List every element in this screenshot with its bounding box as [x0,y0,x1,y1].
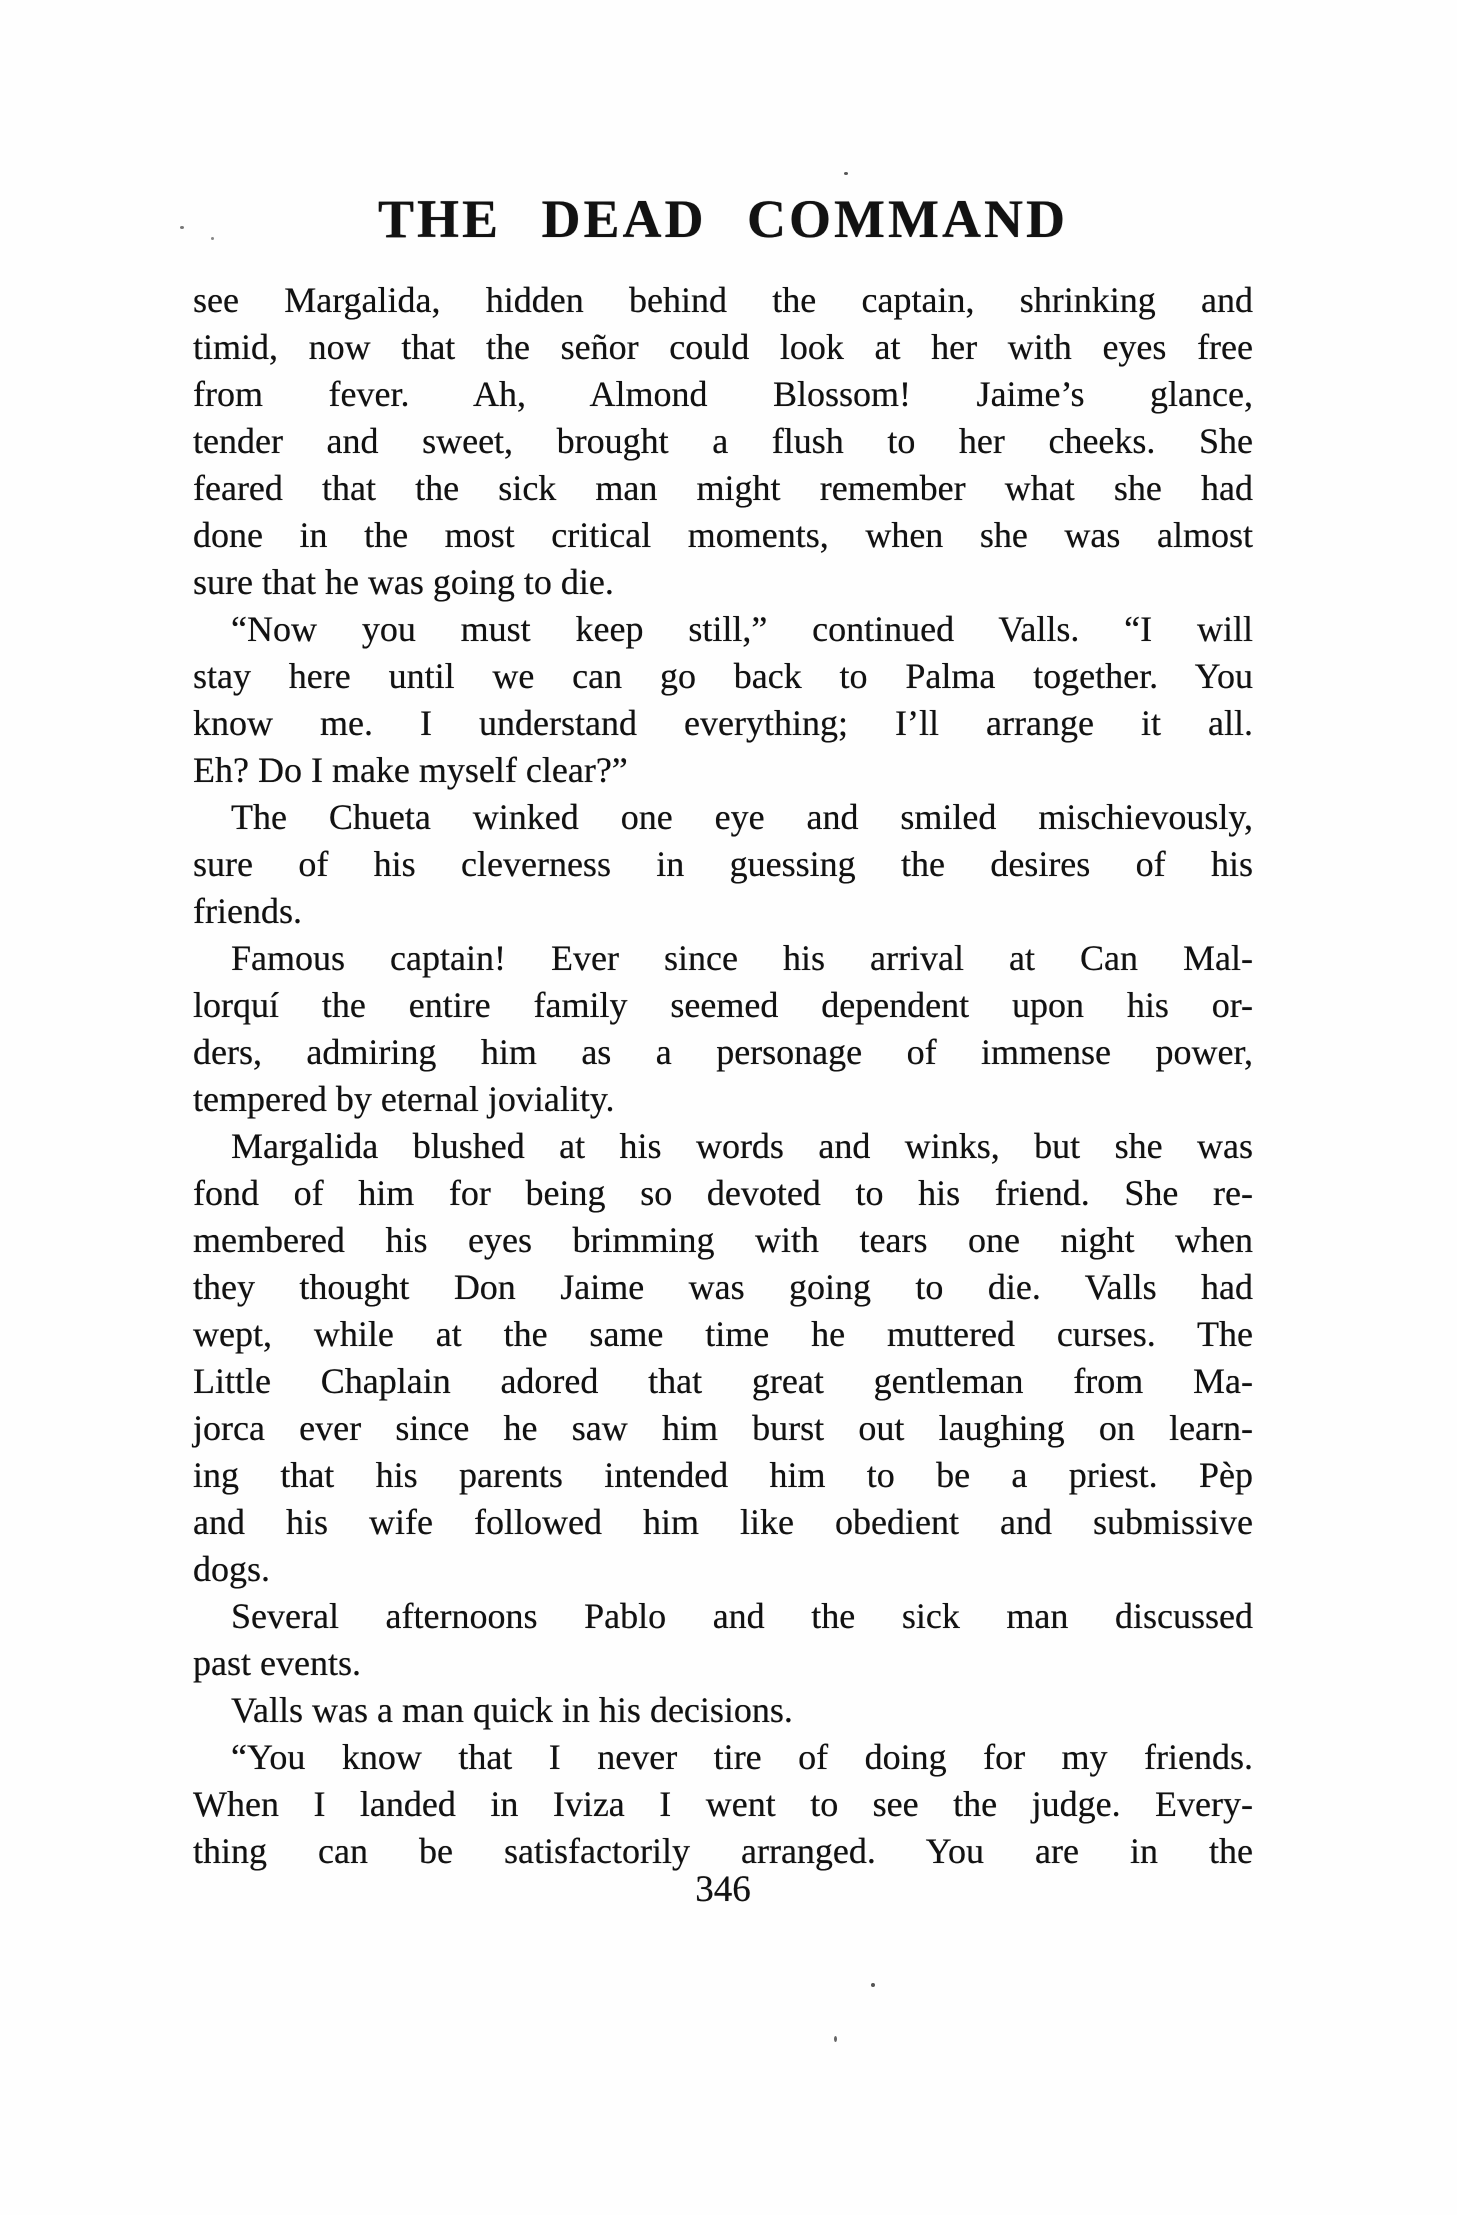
scan-speck [211,237,214,240]
scan-speck [834,2036,837,2042]
text-line: “Now you must keep still,” continued Valls. “I will [231,609,1253,649]
page-heading: THE DEAD COMMAND [378,189,1068,249]
text-line: Margalida blushed at his words and winks, but she was [231,1126,1253,1166]
text-line: stay here until we can go back to Palma together. You [193,656,1253,696]
text-line: tender and sweet, brought a flush to her cheeks. She [193,421,1253,461]
text-line: know me. I understand everything; I’ll arrange it all. [193,703,1253,743]
paragraph [193,277,1253,606]
scan-speck [844,172,848,175]
text-line: feared that the sick man might remember what she had [193,468,1253,508]
paragraph [193,794,1253,935]
paragraph [193,1734,1253,1875]
text-line: tempered by eternal joviality. [193,1079,615,1119]
text-line: Valls was a man quick in his decisions. [231,1690,793,1730]
text-line: friends. [193,891,302,931]
paragraph [193,606,1253,794]
scan-speck [180,226,184,229]
text-line: membered his eyes brimming with tears one night when [193,1220,1253,1260]
text-line: Eh? Do I make myself clear?” [193,750,628,790]
paragraph [193,935,1253,1123]
text-line: and his wife followed him like obedient and submissive [193,1502,1253,1542]
page-number: 346 [695,1869,751,1910]
scan-speck [871,1983,875,1987]
text-line: The Chueta winked one eye and smiled mischievously, [231,797,1253,837]
body-text [193,277,1253,1875]
text-line: Famous captain! Ever since his arrival at Can Mal- [231,938,1253,978]
text-line: “You know that I never tire of doing for my friends. [231,1737,1253,1777]
text-line: from fever. Ah, Almond Blossom! Jaime’s glance, [193,374,1253,414]
text-line: timid, now that the señor could look at her with eyes free [193,327,1253,367]
text-line: sure that he was going to die. [193,562,614,602]
text-line: jorca ever since he saw him burst out laughing on learn- [193,1408,1253,1448]
text-line: thing can be satisfactorily arranged. You are in the [193,1831,1253,1871]
text-line: Several afternoons Pablo and the sick man discussed [231,1596,1253,1636]
text-line: Little Chaplain adored that great gentleman from Ma- [193,1361,1253,1401]
text-line: done in the most critical moments, when she was almost [193,515,1253,555]
paragraph [193,1123,1253,1593]
text-line: past events. [193,1643,361,1683]
text-line: lorquí the entire family seemed dependent upon his or- [193,985,1253,1025]
text-line: ders, admiring him as a personage of immense power, [193,1032,1253,1072]
text-line: they thought Don Jaime was going to die. Valls had [193,1267,1253,1307]
text-line: see Margalida, hidden behind the captain, shrinking and [193,280,1253,320]
text-line: dogs. [193,1549,271,1589]
text-line: fond of him for being so devoted to his friend. She re- [193,1173,1253,1213]
text-line: sure of his cleverness in guessing the desires of his [193,844,1253,884]
text-line: When I landed in Iviza I went to see the judge. Every- [193,1784,1253,1824]
text-line: ing that his parents intended him to be a priest. Pèp [193,1455,1253,1495]
paragraph [193,1593,1253,1687]
paragraph [193,1687,1253,1734]
text-line: wept, while at the same time he muttered curses. The [193,1314,1253,1354]
